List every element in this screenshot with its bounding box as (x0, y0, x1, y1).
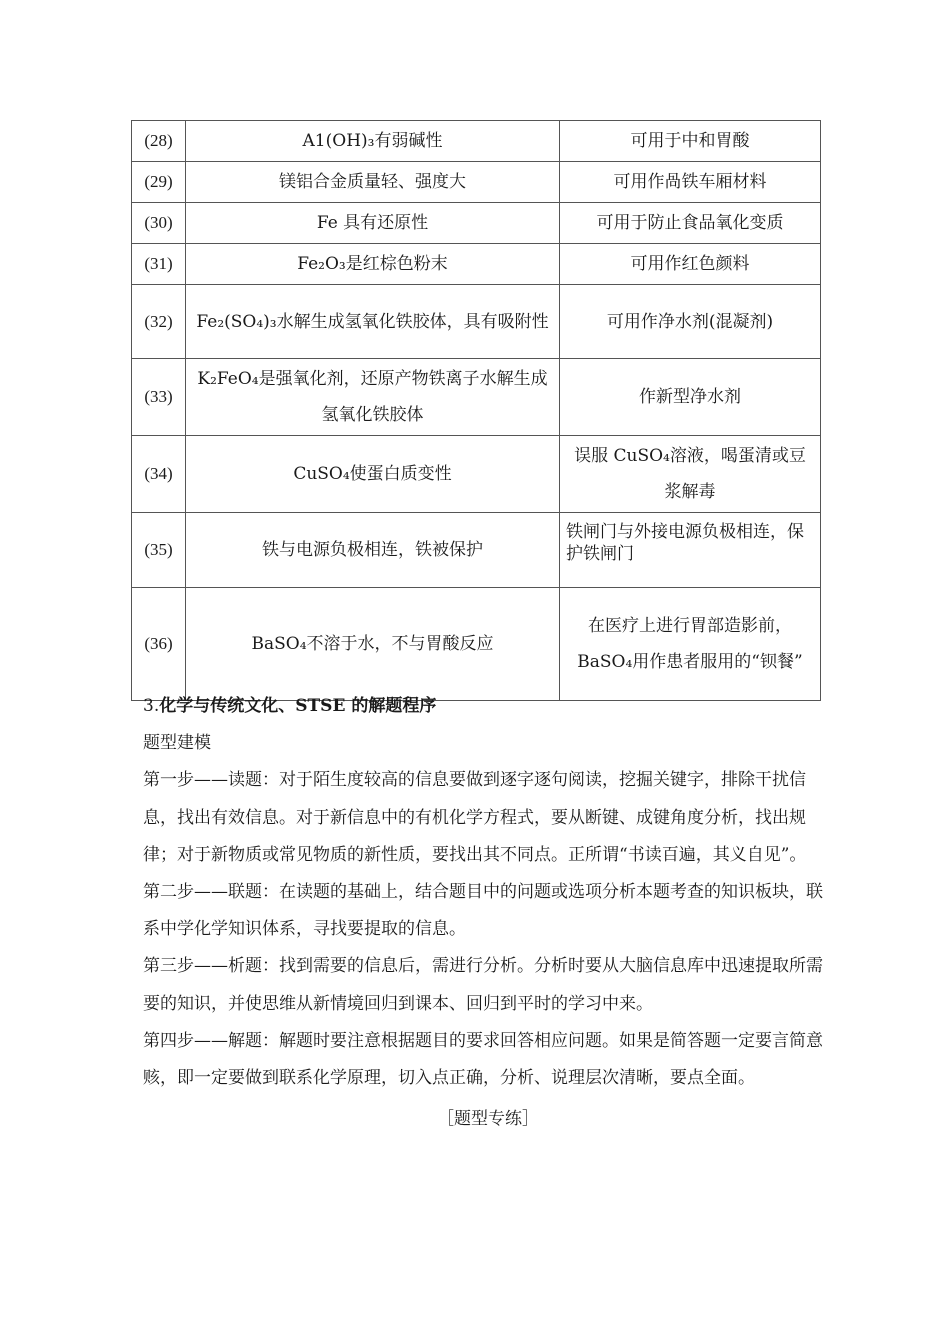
table-row (132, 121, 821, 162)
row-number: (30) (132, 203, 186, 244)
table-row (132, 436, 821, 513)
step-paragraph: 第一步——读题：对于陌生度较高的信息要做到逐字逐句阅读，挖掘关键字，排除干扰信息，找出有效信息。对于新信息中的有机化学方程式，要从断键、成键角度分析，找出规律；对于新物质或常见物质的新性质，要找出其不同点。正所谓“书读百遍，其义自见”。 (143, 770, 807, 865)
row-number: (36) (132, 588, 186, 701)
use-cell: 可用作净水剂(混凝剂) (560, 285, 821, 359)
step-paragraph: 第二步——联题：在读题的基础上，结合题目中的问题或选项分析本题考查的知识板块，联系中学化学知识体系，寻找要提取的信息。 (143, 882, 823, 940)
table-row (132, 359, 821, 436)
property-cell: Fe₂O₃是红棕色粉末 (186, 244, 560, 285)
use-cell: 可用作红色颜料 (560, 244, 821, 285)
property-cell: CuSO₄使蛋白质变性 (186, 436, 560, 513)
use-cell: 可用于防止食品氧化变质 (560, 203, 821, 244)
row-number: (28) (132, 121, 186, 162)
use-cell: 可用于中和胃酸 (560, 121, 821, 162)
use-cell (560, 513, 821, 588)
property-cell: 铁与电源负极相连，铁被保护 (186, 513, 560, 588)
property-use-table (131, 120, 821, 701)
step-paragraph: 第四步——解题：解题时要注意根据题目的要求回答相应问题。如果是简答题一定要言简意赅，即一定要做到联系化学原理，切入点正确，分析、说理层次清晰，要点全面。 (143, 1030, 823, 1089)
use-cell: 在医疗上进行胃部造影前，BaSO₄用作患者服用的“钡餐” (560, 588, 821, 701)
table-row (132, 513, 821, 588)
section-subtitle: 题型建模 (143, 733, 211, 754)
row-number: (32) (132, 285, 186, 359)
property-cell: A1(OH)₃有弱碱性 (186, 121, 560, 162)
row-number: (35) (132, 513, 186, 588)
use-cell: 作新型净水剂 (560, 359, 821, 436)
table-row (132, 162, 821, 203)
property-cell: Fe₂(SO₄)₃水解生成氢氧化铁胶体，具有吸附性 (186, 285, 560, 359)
row-number: (29) (132, 162, 186, 203)
use-cell: 误服 CuSO₄溶液，喝蛋清或豆浆解毒 (560, 436, 821, 513)
row-number: (34) (132, 436, 186, 513)
step-paragraph: 第三步——析题：找到需要的信息后，需进行分析。分析时要从大脑信息库中迅速提取所需要的知识，并使思维从新情境回归到课本、回归到平时的学习中来。 (143, 956, 823, 1014)
section-number: 3. (143, 696, 160, 716)
table-row (132, 588, 821, 701)
table-row (132, 285, 821, 359)
property-cell: K₂FeO₄是强氧化剂，还原产物铁离子水解生成氢氧化铁胶体 (186, 359, 560, 436)
property-cell: 镁铝合金质量轻、强度大 (186, 162, 560, 203)
section-heading (143, 688, 833, 725)
section-title: 化学与传统文化、STSE 的解题程序 (159, 696, 437, 716)
explanation-section (143, 688, 833, 1138)
table-row (132, 244, 821, 285)
use-cell-text: 铁闸门与外接电源负极相连，保护铁闸门 (566, 522, 804, 564)
practice-label: ［题型专练］ (437, 1109, 539, 1130)
row-number: (33) (132, 359, 186, 436)
property-cell: BaSO₄不溶于水，不与胃酸反应 (186, 588, 560, 701)
row-number: (31) (132, 244, 186, 285)
use-cell: 可用作咼铁车厢材料 (560, 162, 821, 203)
table-row (132, 203, 821, 244)
property-cell: Fe 具有还原性 (186, 203, 560, 244)
